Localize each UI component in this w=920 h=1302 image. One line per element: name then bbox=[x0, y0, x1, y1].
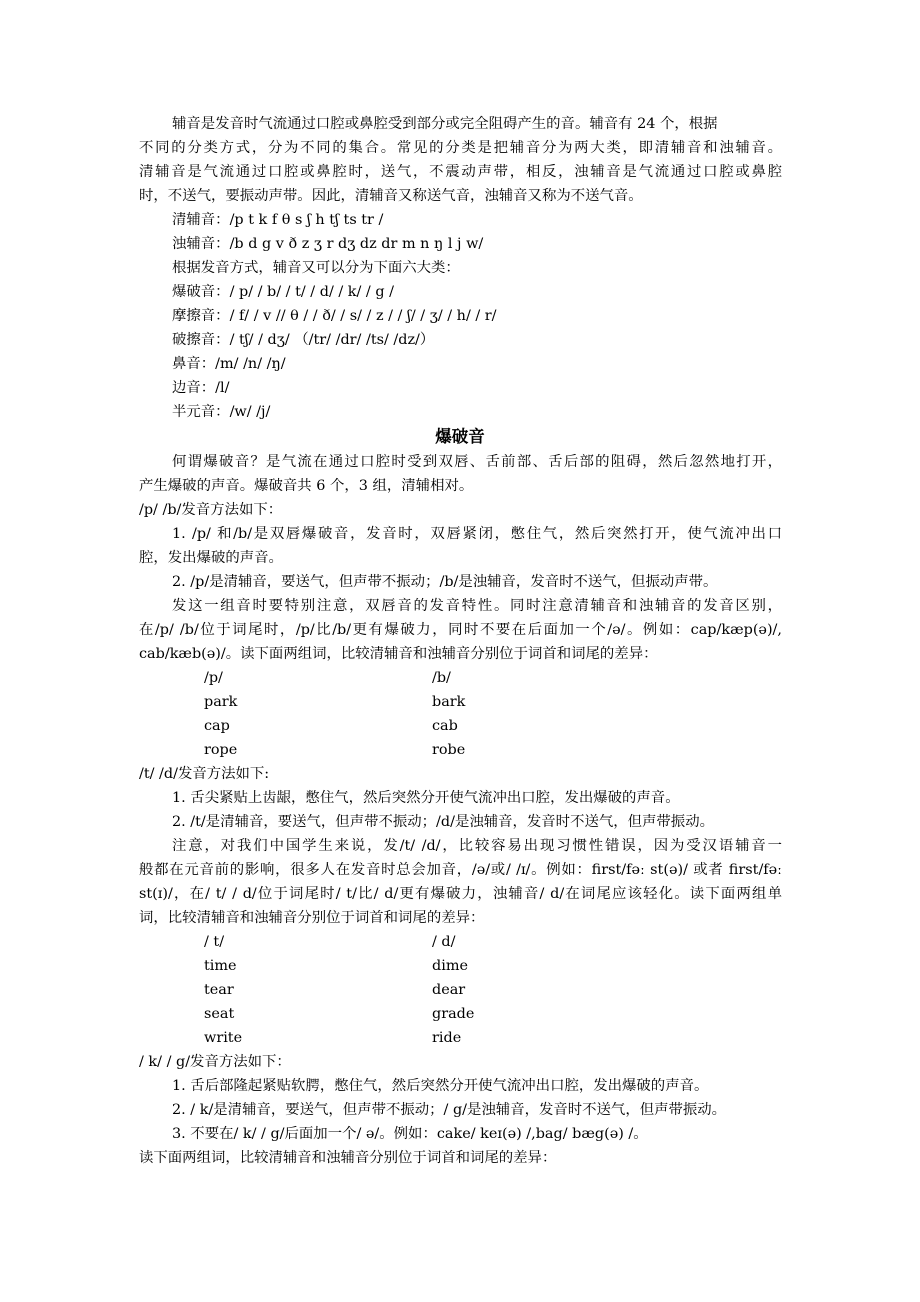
td-note: st(ɪ)/，在/ t/ / d/位于词尾时/ t/比/ d/更有爆破力，浊辅音/ d/在词尾应该轻化。读下面两组单 bbox=[139, 886, 782, 902]
td-heading: /t/ /d/发音方法如下: bbox=[139, 766, 270, 782]
text-line: 不同的分类方式，分为不同的集合。常见的分类是把辅音分为两大类，即清辅音和浊辅音。 bbox=[139, 140, 782, 156]
fricative-list: 摩擦音：/ f/ / v // θ / / ð/ / s/ / z / / ʃ/ / ʒ/ / h/ / r/ bbox=[172, 308, 497, 324]
pb-heading: /p/ /b/发音方法如下： bbox=[139, 502, 283, 518]
word-cell: time bbox=[204, 958, 237, 974]
semivowel-list: 半元音：/w/ /j/ bbox=[172, 404, 271, 420]
word-cell: robe bbox=[432, 742, 466, 758]
text-line: 清辅音是气流通过口腔或鼻腔时，送气，不震动声带，相反，浊辅音是气流通过口腔或鼻腔 bbox=[139, 164, 782, 180]
six-classes-intro: 根据发音方式，辅音又可以分为下面六大类： bbox=[172, 260, 460, 276]
word-cell: /p/ bbox=[204, 670, 223, 686]
kg-item-2: 2. / k/是清辅音，要送气，但声带不振动；/ g/是浊辅音，发音时不送气，但声带振动。 bbox=[172, 1102, 727, 1118]
td-note: 般都在元音前的影响，很多人在发音时总会加音，/ə/或/ /ɪ/。例如：first/fəː st(ə)/ 或者 first/fəː bbox=[139, 862, 782, 878]
lateral-list: 边音：/l/ bbox=[172, 380, 230, 396]
text-line: 时，不送气，要振动声带。因此，清辅音又称送气音，浊辅音又称为不送气音。 bbox=[139, 188, 643, 204]
pb-note: 在/p/ /b/位于词尾时，/p/比/b/更有爆破力，同时不要在后面加一个/ə/。例如：cap/kæp(ə)/, bbox=[139, 622, 782, 638]
word-cell: rope bbox=[204, 742, 238, 758]
td-item-2: 2. /t/是清辅音，要送气，但声带不振动；/d/是浊辅音，发音时不送气，但声带振动。 bbox=[172, 814, 714, 830]
td-note: 注意，对我们中国学生来说，发/t/ /d/，比较容易出现习惯性错误，因为受汉语辅音一 bbox=[172, 838, 782, 854]
pb-note: 发这一组音时要特别注意，双唇音的发音特性。同时注意清辅音和浊辅音的发音区别， bbox=[172, 598, 782, 614]
word-cell: dear bbox=[432, 982, 466, 998]
word-cell: / t/ bbox=[204, 934, 225, 950]
word-cell: dime bbox=[432, 958, 468, 974]
kg-heading: / k/ / g/发音方法如下： bbox=[139, 1054, 291, 1070]
pb-note: cab/kæb(ə)/。读下面两组词，比较清辅音和浊辅音分别位于词首和词尾的差异： bbox=[139, 646, 658, 662]
td-item-1: 1. 舌尖紧贴上齿龈，憋住气，然后突然分开使气流冲出口腔，发出爆破的声音。 bbox=[172, 790, 680, 806]
section-title: 爆破音 bbox=[435, 427, 485, 446]
word-cell: park bbox=[204, 694, 238, 710]
text-line: 产生爆破的声音。爆破音共 6 个，3 组，清辅相对。 bbox=[139, 478, 474, 494]
word-cell: grade bbox=[432, 1006, 475, 1022]
word-cell: cap bbox=[204, 718, 230, 734]
pb-item-2: 2. /p/是清辅音，要送气，但声带不振动；/b/是浊辅音，发音时不送气，但振动声带。 bbox=[172, 574, 718, 590]
pb-item-1-cont: 腔，发出爆破的声音。 bbox=[139, 550, 283, 566]
kg-item-1: 1. 舌后部隆起紧贴软腭，憋住气，然后突然分开使气流冲出口腔，发出爆破的声音。 bbox=[172, 1078, 709, 1094]
word-cell: / d/ bbox=[432, 934, 456, 950]
text-line: 辅音是发音时气流通过口腔或鼻腔受到部分或完全阻碍产生的音。辅音有 24 个，根据 bbox=[172, 116, 718, 132]
affricate-list: 破擦音：/ tʃ/ / dʒ/ （/tr/ /dr/ /ts/ /dz/） bbox=[172, 332, 435, 348]
word-cell: /b/ bbox=[432, 670, 451, 686]
voiced-consonants: 浊辅音：/b d g v ð z ʒ r dʒ dz dr m n ŋ l j w/ bbox=[172, 236, 484, 252]
td-note: 词，比较清辅音和浊辅音分别位于词首和词尾的差异： bbox=[139, 910, 485, 926]
word-cell: write bbox=[204, 1030, 243, 1046]
kg-item-3: 3. 不要在/ k/ / g/后面加一个/ ə/。例如：cake/ keɪ(ə) /,bag/ bæg(ə) /。 bbox=[172, 1126, 648, 1142]
kg-closing: 读下面两组词，比较清辅音和浊辅音分别位于词首和词尾的差异： bbox=[139, 1150, 557, 1166]
text-line: 何谓爆破音？是气流在通过口腔时受到双唇、舌前部、舌后部的阻碍，然后忽然地打开， bbox=[172, 454, 782, 470]
nasal-list: 鼻音：/m/ /n/ /ŋ/ bbox=[172, 356, 286, 372]
word-cell: tear bbox=[204, 982, 234, 998]
pb-item-1: 1. /p/ 和/b/是双唇爆破音，发音时，双唇紧闭，憋住气，然后突然打开，使气流冲出口 bbox=[172, 526, 782, 542]
word-cell: bark bbox=[432, 694, 466, 710]
word-cell: ride bbox=[432, 1030, 462, 1046]
word-cell: cab bbox=[432, 718, 458, 734]
voiceless-consonants: 清辅音：/p t k f θ s ʃ h tʃ ts tr / bbox=[172, 212, 384, 228]
word-cell: seat bbox=[204, 1006, 235, 1022]
plosive-list: 爆破音：/ p/ / b/ / t/ / d/ / k/ / g / bbox=[172, 284, 394, 300]
